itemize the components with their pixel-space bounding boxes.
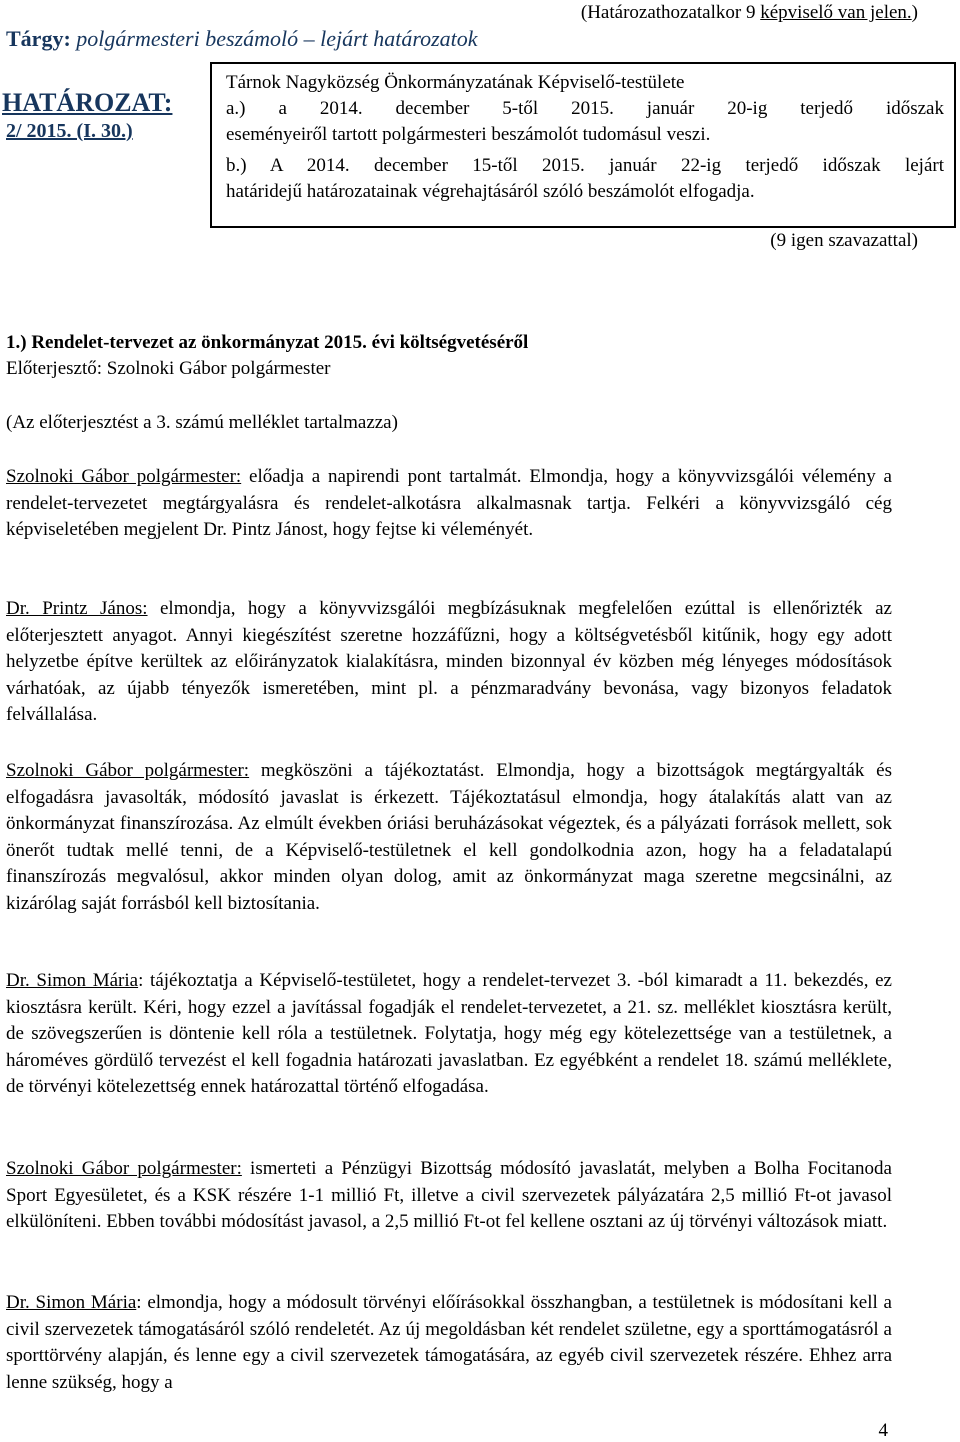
paragraph: Szolnoki Gábor polgármester: ismerteti a Pénzügyi Bizottság módosító javaslatát, melyben a Bolha Focitanoda Sport Egyesületet, és a KSK részére 1-1 millió Ft, illetve a civil szervezetek pályázatára 2,5 millió Ft-ot javasol elkülöníteni. Ebben további módosítást javasol, a 2,5 millió Ft-ot fel kellene osztani az új törvényi változások miatt. [6, 1158, 892, 1233]
agenda-presenter: Előterjesztő: Szolnoki Gábor polgármester [6, 358, 331, 379]
paragraph: Szolnoki Gábor polgármester: megköszöni a tájékoztatást. Elmondja, hogy a bizottságok megtárgyalták és elfogadásra javasolták, módosító javaslat is érkezett. Tájékoztatásul elmondja, hogy átalakítás alatt van az önkormányzat finanszírozása. Az elmúlt években óriási beruházásokat végeztek, és a pályázati források mellett, sok önerőt tudtak mellé tenni, de a Képviselő-testületnek el kell gondolkodnia azon, hogy ha a feladatalapú finanszírozás megvalósul, akkor minden olyan dolog, amit az önkormányzat maga szeretne megcsinálni, az kizárólag saját forrásból kell biztosítania. [6, 760, 892, 914]
subject-text: polgármesteri beszámoló – lejárt határozatok [70, 26, 478, 51]
paragraph: Dr. Simon Mária: tájékoztatja a Képviselő-testületet, hogy a rendelet-tervezet 3. -ból kimaradt a 11. bekezdés, ez kiosztásra került. Kéri, hogy ezzel a javítással fogadják el rendelet-tervezetet, a 21. sz. melléklet kiosztásra került, de szövegszerűen is döntenie kell róla a testületnek. Folytatja, hogy még egy kötelezettsége van a testületnek, a hároméves gördülő tervezést el kell fogadnia határozati javaslatban. Ez egyébként a rendelet 18. számú melléklete, de törvényi kötelezettség ennek határozattal történő elfogadása. [6, 970, 892, 1098]
paragraph: Szolnoki Gábor polgármester: előadja a napirendi pont tartalmát. Elmondja, hogy a könyvvizsgálói vélemény a rendelet-tervezetet megtárgyalásra és rendelet-alkotásra alkalmasnak tartja. Felkéri a könyvvizsgáló cég képviseletében megjelent Dr. Pintz Jánost, hogy fejtse ki véleményét. [6, 466, 892, 541]
page-number: 4 [878, 1420, 888, 1441]
speaker-name: Szolnoki Gábor polgármester: [6, 466, 242, 487]
resolution-line: a.) a 2014. december 5-től 2015. január 20-ig terjedő időszak [226, 98, 944, 119]
paragraph: Dr. Printz János: elmondja, hogy a könyvvizsgálói megbízásuknak megfelelően ezúttal is ellenőrizték az előterjesztett anyagot. Annyi kiegészítést szeretne hozzáfűzni, hogy a költségvetésből kitűnik, hogy egy adott helyzetbe építve kerültek az előirányzatok kialakításra, minden bizonnyal év közben még lényeges módosítások várhatóak, az újabb tényezők ismeretében, mint pl. a pénzmaradvány bevonása, vagy bizonyos feladatok felvállalása. [6, 598, 892, 726]
speaker-name: Dr. Printz János: [6, 598, 148, 619]
subject-label: Tárgy: [6, 26, 71, 51]
quorum-note: (Határozathozatalkor 9 képviselő van jelen.) [580, 2, 918, 23]
speaker-name: Szolnoki Gábor polgármester: [6, 760, 250, 781]
quorum-link: képviselő van jelen. [760, 2, 912, 23]
speaker-name: Dr. Simon Mária [6, 970, 139, 991]
resolution-line: b.) A 2014. december 15-től 2015. január 22-ig terjedő időszak lejárt [226, 155, 944, 176]
resolution-line: határidejű határozatainak végrehajtásáról szóló beszámolót elfogadja. [226, 181, 755, 202]
agenda-heading: 1.) Rendelet-tervezet az önkormányzat 2015. évi költségvetéséről [6, 332, 529, 353]
speaker-name: Szolnoki Gábor polgármester: [6, 1158, 242, 1179]
speaker-name: Dr. Simon Mária [6, 1292, 137, 1313]
attachment-note: (Az előterjesztést a 3. számú melléklet tartalmazza) [6, 412, 398, 433]
resolution-line: Tárnok Nagyközség Önkormányzatának Képviselő-testülete [226, 72, 685, 93]
subject-line [6, 26, 478, 52]
resolution-title: HATÁROZAT: [2, 88, 173, 117]
resolution-number: 2/ 2015. (I. 30.) [6, 120, 133, 142]
paragraph: Dr. Simon Mária: elmondja, hogy a módosult törvényi előírásokkal összhangban, a testületnek is módosítani kell a civil szervezetek támogatásáról szóló rendeletét. Az új megoldásban két rendelet születne, egy a sporttámogatásról a sporttörvény alapján, és lenne egy a civil szervezetek támogatására, az egyéb civil szervezetek részére. Ehhez arra lenne szükség, hogy a [6, 1292, 892, 1393]
vote-result: (9 igen szavazattal) [770, 230, 918, 251]
resolution-line: eseményeiről tartott polgármesteri beszámolót tudomásul veszi. [226, 124, 711, 145]
